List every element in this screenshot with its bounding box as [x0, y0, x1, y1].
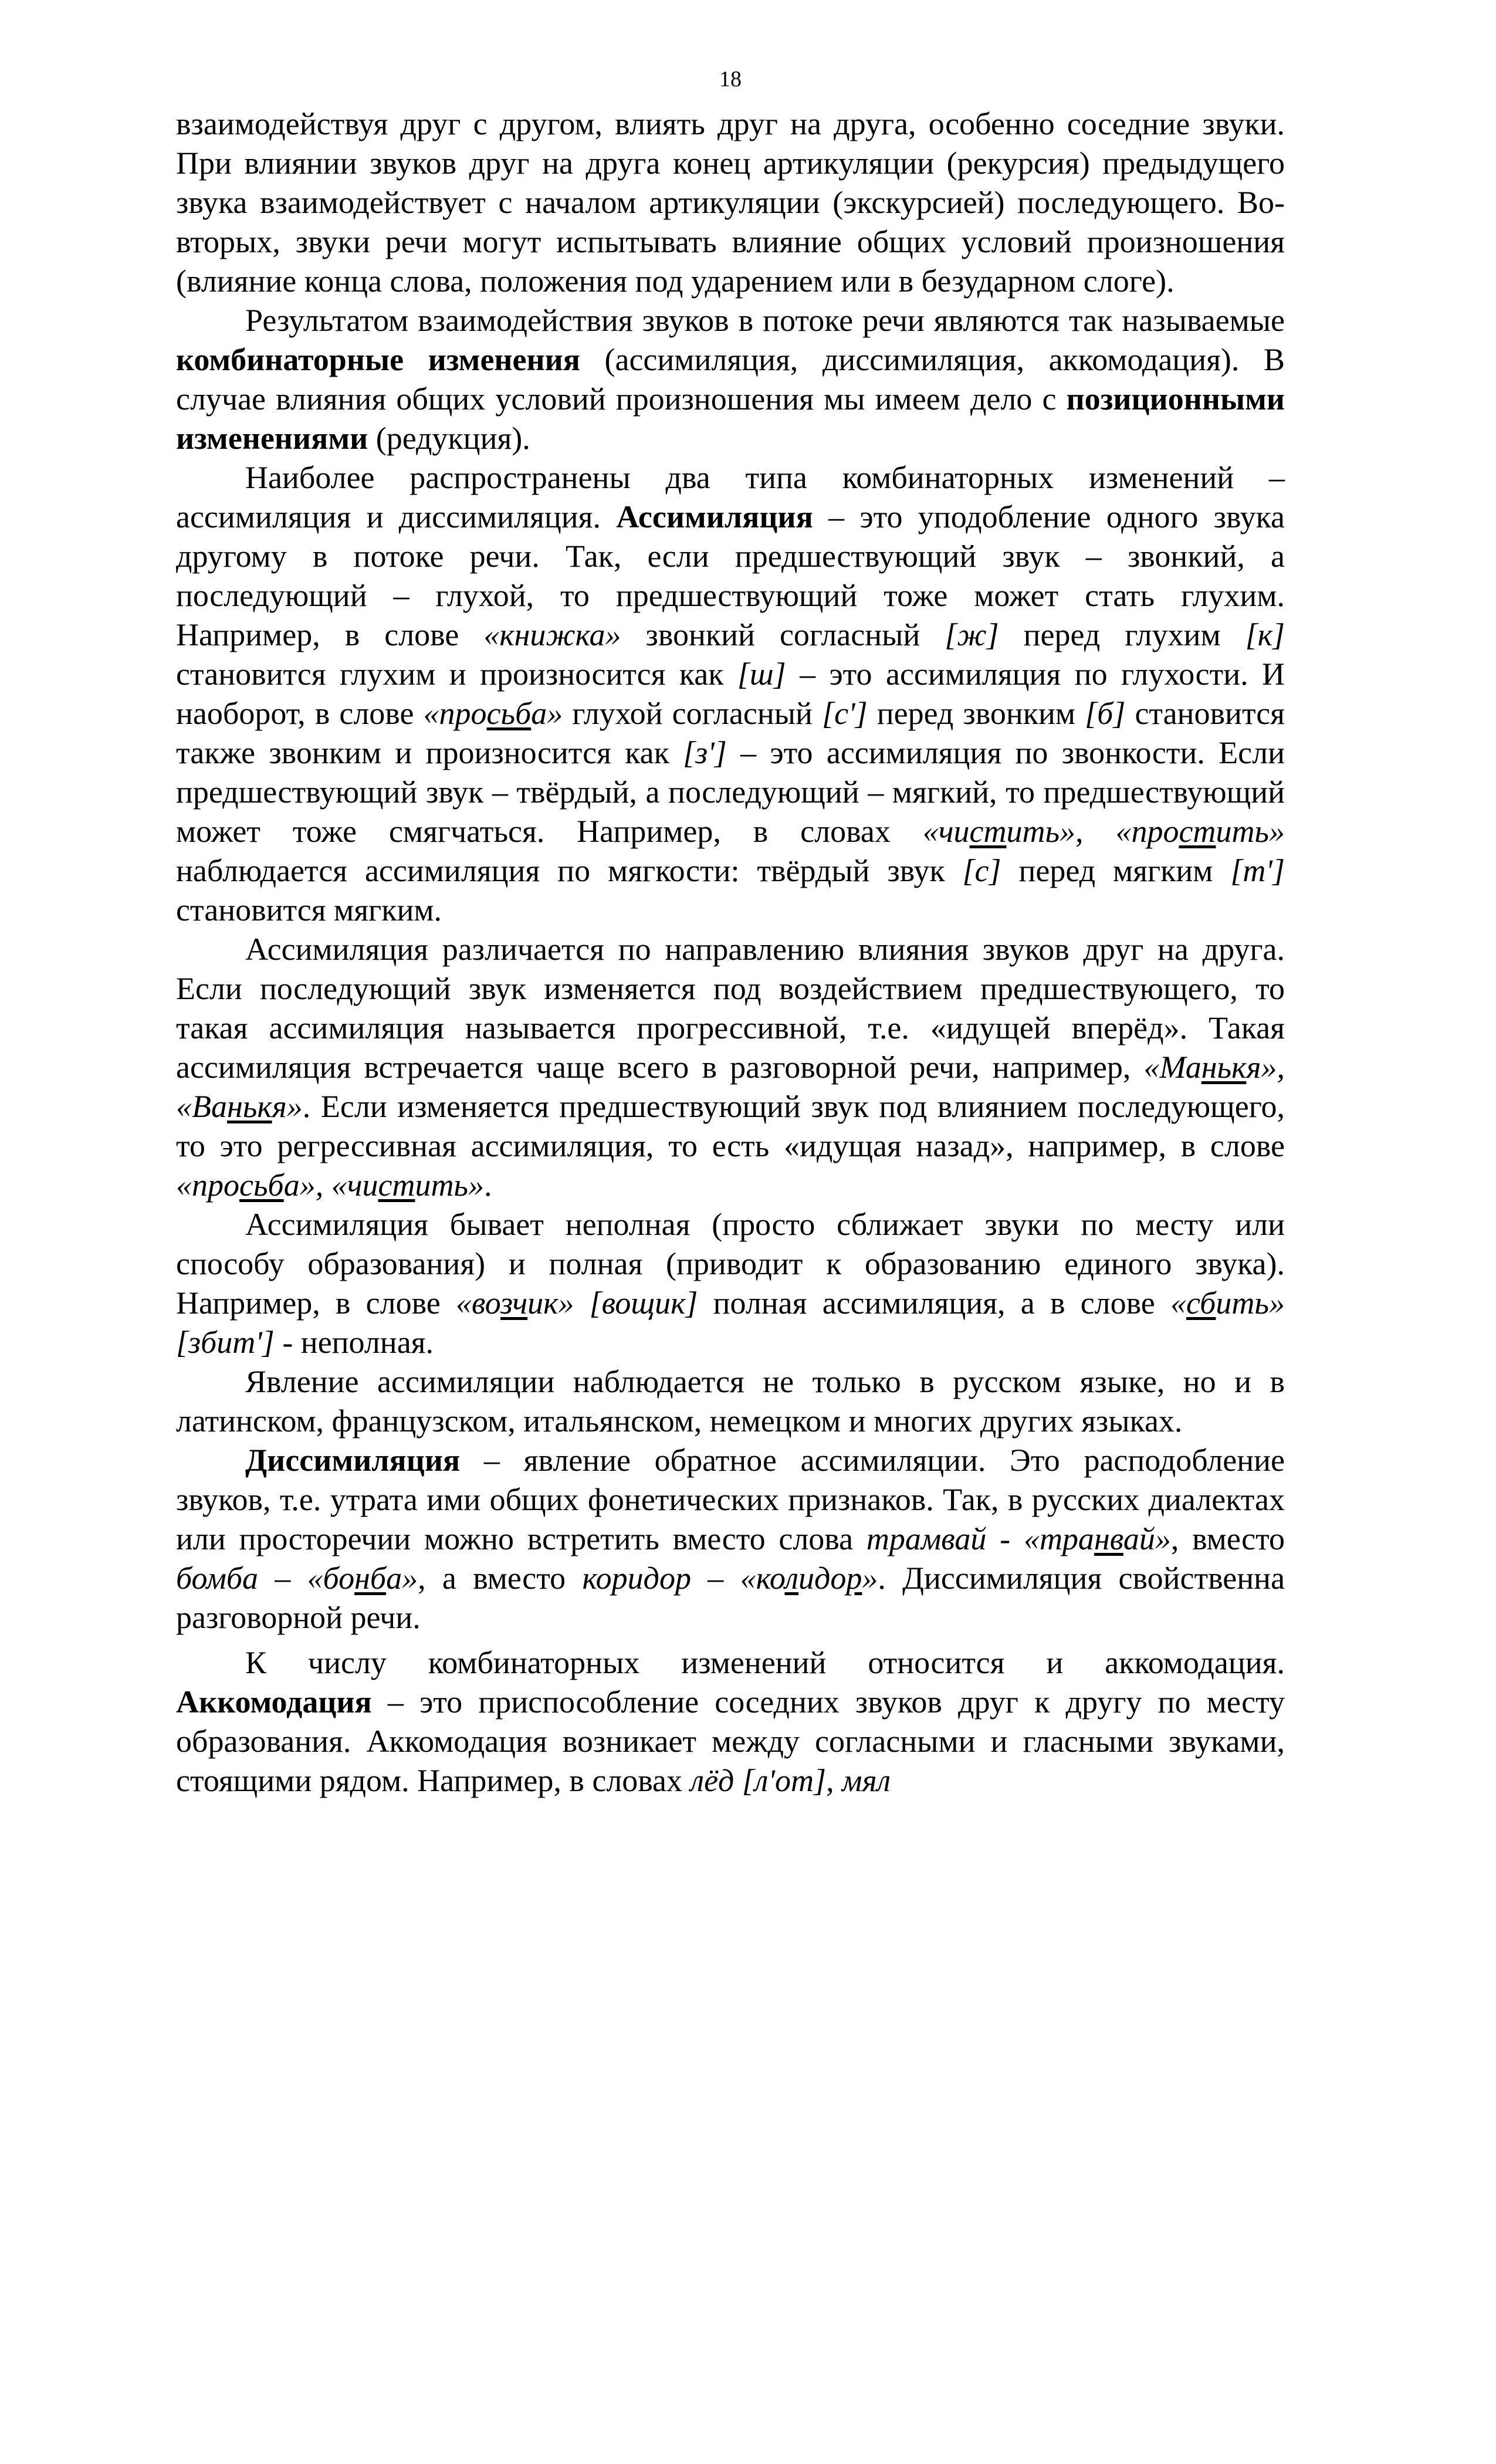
text-run: , вместо — [1170, 1521, 1285, 1556]
example-text: «во — [455, 1285, 500, 1321]
text-run: (ассимиляция, диссимиляция, аккомодация). В случае влияния общих условий произношения мы имеем дело с — [176, 342, 1285, 417]
paragraph — [176, 1362, 1285, 1441]
text-run: звонкий согласный — [621, 617, 945, 652]
body-text — [176, 104, 1285, 1800]
example-text: л — [784, 1561, 799, 1596]
text-run: полная ассимиляция, а в слове — [698, 1285, 1170, 1321]
text-run: - неполная. — [274, 1325, 434, 1360]
example-text: [с'] — [822, 696, 868, 731]
example-text: «Ма — [1143, 1050, 1201, 1085]
paragraph — [176, 301, 1285, 458]
text-run: становится мягким. — [176, 892, 442, 928]
example-text: бомба — [176, 1561, 259, 1596]
example-text: р — [846, 1561, 862, 1596]
paragraph — [176, 930, 1285, 1205]
text-run: – — [258, 1561, 307, 1596]
example-text: [т'] — [1230, 853, 1285, 888]
example-text: ить» [збит'] — [176, 1285, 1285, 1360]
text-run: – это приспособление соседних звуков друг к другу по месту образования. Аккомодация возникает между согласными и гласными звуками, стоящими рядом. Например, в словах — [176, 1684, 1285, 1798]
example-text: «про — [423, 696, 487, 731]
example-text: [ж] — [945, 617, 999, 652]
example-text: ить» — [415, 1167, 485, 1203]
example-text: «ко — [740, 1561, 785, 1596]
example-text: ик» [вощик] — [527, 1285, 698, 1321]
example-text: « — [1170, 1285, 1186, 1321]
example-text: нб — [354, 1561, 387, 1596]
example-text: «тра — [1023, 1521, 1094, 1556]
example-text: [б] — [1085, 696, 1126, 731]
bold-term: комбинаторные изменения — [176, 342, 580, 377]
text-run: перед мягким — [1001, 853, 1231, 888]
paragraph — [176, 458, 1285, 930]
text-run: . Если изменяется предшествующий звук под влиянием последующего, то это регрессивная ассимиляция, то есть «идущая назад», например, в слове — [176, 1089, 1285, 1163]
text-run: перед звонким — [867, 696, 1085, 731]
paragraph — [176, 104, 1285, 301]
example-text: » — [862, 1561, 878, 1596]
example-text: ньк — [1201, 1050, 1247, 1085]
example-text: сьб — [239, 1167, 284, 1203]
bold-term: Аккомодация — [176, 1684, 372, 1720]
example-text: «про — [176, 1167, 239, 1203]
example-text: «чи — [922, 814, 970, 849]
bold-term: позиционными изменениями — [176, 381, 1285, 456]
example-text: трамвай — [866, 1521, 987, 1556]
example-text: коридор — [582, 1561, 691, 1596]
paragraph — [176, 1441, 1285, 1637]
text-run: , а вместо — [418, 1561, 583, 1596]
example-text: а», «чи — [283, 1167, 378, 1203]
text-run: глухой согласный — [563, 696, 823, 731]
text-run: – это ассимиляция по звонкости. Если предшествующий звук – твёрдый, а последующий – мягкий, то предшествующий может тоже смягчаться. Например, в словах — [176, 735, 1285, 849]
example-text: [к] — [1245, 617, 1285, 652]
example-text: ст — [378, 1167, 415, 1203]
example-text: ньк — [227, 1089, 272, 1124]
text-run: (редукция). — [368, 421, 530, 456]
example-text: [с] — [962, 853, 1001, 888]
example-text: сб — [1186, 1285, 1216, 1321]
example-text: ст — [1179, 814, 1216, 849]
example-text: я» — [272, 1089, 303, 1124]
text-run: Ассимиляция различается по направлению влияния звуков друг на друга. Если последующий звук изменяется под воздействием предшествующего, то такая ассимиляция называется прогрессивной, т.е. «идущей вперёд». Такая ассимиляция встречается чаще всего в разговорной речи, например, — [176, 932, 1285, 1085]
text-run: – — [691, 1561, 740, 1596]
example-text: лёд [л'от], мял — [690, 1763, 891, 1798]
example-text: а» — [531, 696, 563, 731]
example-text: зч — [500, 1285, 528, 1321]
example-text: ай» — [1123, 1521, 1171, 1556]
example-text: ить» — [1216, 814, 1285, 849]
example-text: я», «Ва — [176, 1050, 1285, 1124]
text-run: – это уподобление одного звука другому в потоке речи. Так, если предшествующий звук – звонкий, а последующий – глухой, то предшествующий тоже может стать глухим. Например, в слове — [176, 499, 1285, 652]
text-run: взаимодействуя друг с другом, влиять друг на друга, особенно соседние звуки. При влиянии звуков друг на друга конец артикуляции (рекурсия) предыдущего звука взаимодействует с началом артикуляции (экскурсией) последующего. Во-вторых, звуки речи могут испытывать влияние общих условий произношения (влияние конца слова, положения под ударением или в безударном слоге). — [176, 106, 1285, 299]
bold-term: Диссимиляция — [245, 1443, 461, 1478]
page-number: 18 — [719, 67, 742, 92]
document-page — [176, 65, 1285, 1800]
paragraph — [176, 1205, 1285, 1362]
text-run: наблюдается ассимиляция по мягкости: твёрдый звук — [176, 853, 963, 888]
example-text: «бо — [307, 1561, 355, 1596]
text-run: . — [484, 1167, 492, 1203]
text-run: Ассимиляция бывает неполная (просто сближает звуки по месту или способу образования) и полная (приводит к образованию единого звука). Например, в слове — [176, 1207, 1285, 1321]
example-text: ить», «про — [1006, 814, 1179, 849]
example-text: сьб — [486, 696, 532, 731]
example-text: нв — [1094, 1521, 1123, 1556]
example-text: «книжка» — [483, 617, 621, 652]
text-run: Явление ассимиляции наблюдается не только в русском языке, но и в латинском, французском, итальянском, немецком и многих других языках. — [176, 1364, 1285, 1439]
example-text: [з'] — [683, 735, 727, 770]
text-run: К числу комбинаторных изменений относится и аккомодация. — [245, 1645, 1285, 1680]
text-run: – это ассимиляция по глухости. И наоборот, в слове — [176, 656, 1285, 731]
text-run: становится также звонким и произносится как — [176, 696, 1285, 770]
paragraph — [176, 1643, 1285, 1800]
example-text: а» — [386, 1561, 418, 1596]
text-run: . Диссимиляция свойственна разговорной речи. — [176, 1561, 1285, 1635]
text-run: становится глухим и произносится как — [176, 656, 737, 692]
example-text: идо — [798, 1561, 847, 1596]
example-text: [ш] — [737, 656, 786, 692]
example-text: ст — [969, 814, 1007, 849]
text-run: Наиболее распространены два типа комбинаторных изменений – ассимиляция и диссимиляция. — [176, 460, 1285, 534]
text-run: перед глухим — [999, 617, 1245, 652]
bold-term: Ассимиляция — [616, 499, 813, 534]
text-run: – явление обратное ассимиляции. Это расподобление звуков, т.е. утрата ими общих фонетических признаков. Так, в русских диалектах или просторечии можно встретить вместо слова — [176, 1443, 1285, 1556]
text-run: Результатом взаимодействия звуков в потоке речи являются так называемые — [245, 303, 1285, 338]
text-run: - — [986, 1521, 1024, 1556]
